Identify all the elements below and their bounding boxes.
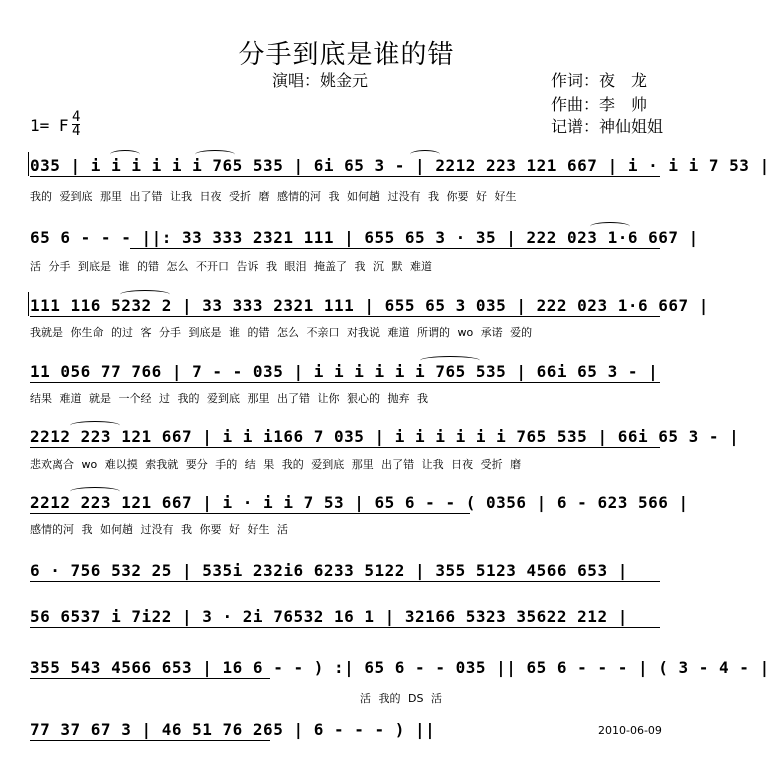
lyric-row-9: 活 我的 DS 活 xyxy=(360,692,442,705)
notation-row-5: 2212 223 121 667 | i i i166 7 035 | i i i i i i 765 535 | 66i 65 3 - | xyxy=(30,427,740,446)
key-signature: 1= F xyxy=(30,116,69,135)
slur xyxy=(70,421,120,430)
beam-line xyxy=(30,176,660,177)
time-signature-bottom: 4 xyxy=(72,123,81,139)
barline xyxy=(28,152,29,176)
composer-credit: 作曲：李 帅 xyxy=(551,95,648,114)
notation-row-1: 035 | i i i i i i 765 535 | 6i 65 3 - | 2212 223 121 667 | i · i i 7 53 | xyxy=(30,156,770,175)
beam-line xyxy=(30,447,660,448)
slur xyxy=(110,150,140,159)
transcriber-credit: 记谱：神仙姐姐 xyxy=(551,117,664,136)
notation-row-8: 56 6537 i 7i22 | 3 · 2i 76532 16 1 | 32166 5323 35622 212 | xyxy=(30,607,628,626)
beam-line xyxy=(30,513,470,514)
notation-row-10: 77 37 67 3 | 46 51 76 265 | 6 - - - ) || xyxy=(30,720,436,739)
transcription-date: 2010-06-09 xyxy=(598,724,662,737)
lyric-row-1: 我的 爱到底 那里 出了错 让我 日夜 受折 磨 感情的河 我 如何趟 过没有 我 你要 好 好生 xyxy=(30,190,517,203)
notation-row-6: 2212 223 121 667 | i · i i 7 53 | 65 6 - - ( 0356 | 6 - 623 566 | xyxy=(30,493,689,512)
lyric-row-3: 我就是 你生命 的过 客 分手 到底是 谁 的错 怎么 不亲口 对我说 难道 所谓的 wo 承诺 爱的 xyxy=(30,326,533,339)
time-signature-top: 4 xyxy=(72,109,81,125)
lyric-row-4: 结果 难道 就是 一个经 过 我的 爱到底 那里 出了错 让你 狠心的 抛弃 我 xyxy=(30,392,428,405)
lyric-row-2: 活 分手 到底是 谁 的错 怎么 不开口 告诉 我 眼泪 掩盖了 我 沉 默 难道 xyxy=(30,260,432,273)
lyricist-credit: 作词：夜 龙 xyxy=(551,71,648,90)
beam-line xyxy=(30,678,270,679)
lyric-row-6: 感情的河 我 如何趟 过没有 我 你要 好 好生 活 xyxy=(30,523,288,536)
slur xyxy=(590,222,630,231)
notation-row-3: 111 116 5232 2 | 33 333 2321 111 | 655 65 3 035 | 222 023 1·6 667 | xyxy=(30,296,709,315)
barline xyxy=(28,292,29,316)
slur xyxy=(120,290,170,299)
notation-row-7: 6 · 756 532 25 | 535i 232i6 6233 5122 | 355 5123 4566 653 | xyxy=(30,561,628,580)
beam-line xyxy=(30,740,270,741)
beam-line xyxy=(130,248,660,249)
singer-credit: 演唱：姚金元 xyxy=(272,71,369,90)
beam-line xyxy=(30,316,660,317)
time-signature xyxy=(72,111,80,138)
notation-row-9: 355 543 4566 653 | 16 6 - - ) :| 65 6 - - 035 || 65 6 - - - | ( 3 - 4 - | xyxy=(30,658,770,677)
song-title: 分手到底是谁的错 xyxy=(238,40,455,70)
slur xyxy=(70,487,120,496)
slur xyxy=(420,356,480,365)
lyric-row-5: 悲欢离合 wo 难以摸 索我就 要分 手的 结 果 我的 爱到底 那里 出了错 让我 日夜 受折 磨 xyxy=(30,458,522,471)
beam-line xyxy=(30,382,660,383)
slur xyxy=(410,150,440,159)
slur xyxy=(195,150,235,159)
beam-line xyxy=(30,581,660,582)
beam-line xyxy=(30,627,660,628)
notation-row-2: 65 6 - - - ||: 33 333 2321 111 | 655 65 3 · 35 | 222 023 1·6 667 | xyxy=(30,228,699,247)
notation-row-4: 11 056 77 766 | 7 - - 035 | i i i i i i 765 535 | 66i 65 3 - | xyxy=(30,362,659,381)
